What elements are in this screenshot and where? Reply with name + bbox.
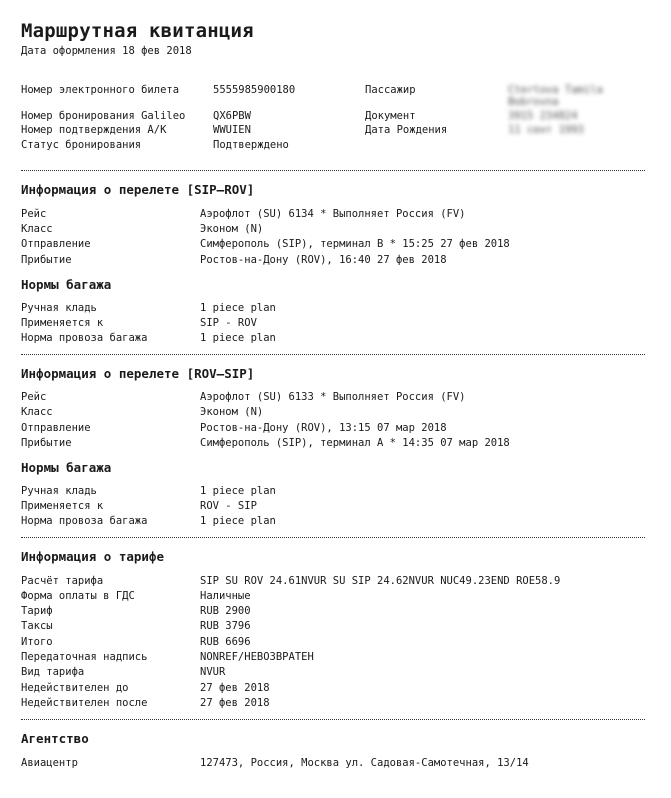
flight1-hand-luggage-value: 1 piece plan	[200, 302, 276, 314]
flight1-arrival-value: Ростов-на-Дону (ROV), 16:40 27 фев 2018	[200, 254, 447, 266]
flight2-flight-value: Аэрофлот (SU) 6133 * Выполняет Россия (FV)	[200, 391, 466, 403]
not-valid-before-label: Недействителен до	[21, 682, 129, 694]
flight1-departure-value: Симферополь (SIP), терминал B * 15:25 27 фев 2018	[200, 238, 510, 250]
flight2-departure-value: Ростов-на-Дону (ROV), 13:15 07 мар 2018	[200, 422, 447, 434]
flight2-hand-luggage-value: 1 piece plan	[200, 485, 276, 497]
flight2-baggage-allowance-value: 1 piece plan	[200, 515, 276, 527]
total-value: RUB 6696	[200, 636, 251, 648]
endorsement-value: NONREF/НЕВОЗВРАТЕН	[200, 651, 314, 663]
passenger-label: Пассажир	[365, 84, 416, 96]
fare-value: RUB 2900	[200, 605, 251, 617]
flight1-baggage-allowance-value: 1 piece plan	[200, 332, 276, 344]
flight1-class-value: Эконом (N)	[200, 223, 264, 235]
divider	[21, 354, 645, 355]
flight1-baggage-allowance-label: Норма провоза багажа	[21, 332, 148, 344]
payment-form-label: Форма оплаты в ГДС	[21, 590, 135, 602]
flight2-baggage-heading: Нормы багажа	[21, 460, 112, 475]
agency-heading: Агентство	[21, 731, 89, 746]
confirmation-number-label: Номер подтверждения А/К	[21, 124, 167, 136]
not-valid-after-label: Недействителен после	[21, 697, 148, 709]
page-title: Маршрутная квитанция	[21, 20, 254, 42]
not-valid-after-value: 27 фев 2018	[200, 697, 270, 709]
flight2-flight-label: Рейс	[21, 391, 47, 403]
document-value: 3915 234824	[508, 110, 578, 122]
fare-label: Тариф	[21, 605, 53, 617]
birth-date-value: 11 сент 1993	[508, 124, 584, 136]
fare-calculation-label: Расчёт тарифа	[21, 575, 104, 587]
ticket-number-label: Номер электронного билета	[21, 84, 180, 96]
divider	[21, 537, 645, 538]
ticket-number-value: 5555985900180	[213, 84, 296, 96]
total-label: Итого	[21, 636, 53, 648]
flight2-applies-to-label: Применяется к	[21, 500, 104, 512]
issue-date: Дата оформления 18 фев 2018	[21, 45, 192, 57]
flight2-class-label: Класс	[21, 406, 53, 418]
flight1-applies-to-label: Применяется к	[21, 317, 104, 329]
booking-status-label: Статус бронирования	[21, 139, 142, 151]
document-label: Документ	[365, 110, 416, 122]
confirmation-number-value: WWUIEN	[213, 124, 251, 136]
fare-calculation-value: SIP SU ROV 24.61NVUR SU SIP 24.62NVUR NUC49.23END ROE58.9	[200, 575, 561, 587]
not-valid-before-value: 27 фев 2018	[200, 682, 270, 694]
flight1-flight-value: Аэрофлот (SU) 6134 * Выполняет Россия (FV)	[200, 208, 466, 220]
agency-name: Авиацентр	[21, 757, 78, 769]
flight2-hand-luggage-label: Ручная кладь	[21, 485, 97, 497]
birth-date-label: Дата Рождения	[365, 124, 448, 136]
passenger-name: Ctertova Tamila	[508, 84, 603, 96]
booking-status-value: Подтверждено	[213, 139, 289, 151]
flight1-baggage-heading: Нормы багажа	[21, 277, 112, 292]
flight1-departure-label: Отправление	[21, 238, 91, 250]
divider	[21, 170, 645, 171]
flight2-arrival-label: Прибытие	[21, 437, 72, 449]
agency-address: 127473, Россия, Москва ул. Садовая-Самотечная, 13/14	[200, 757, 529, 769]
flight1-arrival-label: Прибытие	[21, 254, 72, 266]
flight1-hand-luggage-label: Ручная кладь	[21, 302, 97, 314]
fare-basis-value: NVUR	[200, 666, 226, 678]
flight1-heading: Информация о перелете [SIP–ROV]	[21, 182, 255, 197]
flight2-class-value: Эконом (N)	[200, 406, 264, 418]
fare-basis-label: Вид тарифа	[21, 666, 85, 678]
flight2-heading: Информация о перелете [ROV–SIP]	[21, 366, 255, 381]
booking-number-value: QX6PBW	[213, 110, 251, 122]
flight1-class-label: Класс	[21, 223, 53, 235]
fare-heading: Информация о тарифе	[21, 549, 164, 564]
flight2-applies-to-value: ROV - SIP	[200, 500, 257, 512]
divider	[21, 719, 645, 720]
flight2-arrival-value: Симферополь (SIP), терминал A * 14:35 07 мар 2018	[200, 437, 510, 449]
flight2-baggage-allowance-label: Норма провоза багажа	[21, 515, 148, 527]
passenger-patronymic: Bobrovna	[508, 96, 559, 108]
endorsement-label: Передаточная надпись	[21, 651, 148, 663]
flight1-applies-to-value: SIP - ROV	[200, 317, 257, 329]
taxes-value: RUB 3796	[200, 620, 251, 632]
booking-number-label: Номер бронирования Galileo	[21, 110, 186, 122]
taxes-label: Таксы	[21, 620, 53, 632]
flight1-flight-label: Рейс	[21, 208, 47, 220]
payment-form-value: Наличные	[200, 590, 251, 602]
flight2-departure-label: Отправление	[21, 422, 91, 434]
